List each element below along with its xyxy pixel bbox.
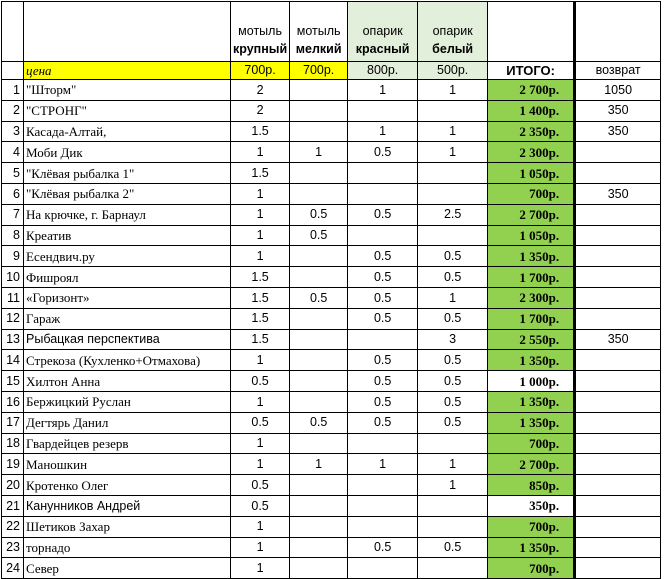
qty-oparik-white: 1 <box>418 80 488 101</box>
row-total: 2 700р. <box>488 454 575 475</box>
return-value <box>575 142 661 163</box>
table-row <box>2 537 661 558</box>
qty-motyl-large: 1 <box>231 516 290 537</box>
qty-oparik-red: 1 <box>348 121 418 142</box>
row-total: 2 300р. <box>488 142 575 163</box>
participant-name: Креатив <box>24 225 231 246</box>
participant-name: Север <box>24 558 231 579</box>
participant-name: Кротенко Олег <box>24 475 231 496</box>
qty-motyl-large: 1 <box>231 454 290 475</box>
return-value: 350 <box>575 183 661 204</box>
qty-motyl-small <box>290 100 348 121</box>
return-value <box>575 204 661 225</box>
row-number: 22 <box>2 516 24 537</box>
table-row <box>2 204 661 225</box>
row-number: 24 <box>2 558 24 579</box>
qty-oparik-white: 0.5 <box>418 350 488 371</box>
participant-name: Есендвич.ру <box>24 246 231 267</box>
qty-oparik-white: 3 <box>418 329 488 350</box>
row-total: 350р. <box>488 495 575 516</box>
participant-name: "Клёвая рыбалка 2" <box>24 183 231 204</box>
table-row <box>2 391 661 412</box>
qty-motyl-small <box>290 516 348 537</box>
row-number: 20 <box>2 475 24 496</box>
qty-motyl-small <box>290 350 348 371</box>
qty-oparik-white: 1 <box>418 287 488 308</box>
participant-name: Стрекоза (Кухленко+Отмахова) <box>24 350 231 371</box>
row-total: 1 350р. <box>488 412 575 433</box>
column-header-oparik-red <box>348 2 418 62</box>
qty-motyl-large: 1 <box>231 183 290 204</box>
return-value <box>575 516 661 537</box>
row-number: 13 <box>2 329 24 350</box>
table-row <box>2 308 661 329</box>
row-number: 3 <box>2 121 24 142</box>
row-total: 1 050р. <box>488 163 575 184</box>
table-row <box>2 287 661 308</box>
header-return-cell <box>575 2 661 62</box>
qty-motyl-small <box>290 121 348 142</box>
table-row <box>2 371 661 392</box>
qty-oparik-white <box>418 225 488 246</box>
qty-oparik-red: 0.5 <box>348 537 418 558</box>
qty-motyl-small <box>290 537 348 558</box>
table-row <box>2 246 661 267</box>
qty-oparik-red: 1 <box>348 80 418 101</box>
qty-motyl-small <box>290 267 348 288</box>
table-row <box>2 475 661 496</box>
table-row <box>2 433 661 454</box>
table-row <box>2 412 661 433</box>
return-value <box>575 433 661 454</box>
qty-motyl-large: 0.5 <box>231 495 290 516</box>
row-number: 4 <box>2 142 24 163</box>
table-row <box>2 267 661 288</box>
qty-motyl-large: 1 <box>231 391 290 412</box>
qty-motyl-small: 1 <box>290 454 348 475</box>
qty-oparik-red <box>348 433 418 454</box>
table-row <box>2 558 661 579</box>
row-total: 700р. <box>488 433 575 454</box>
row-total: 2 350р. <box>488 121 575 142</box>
row-total: 2 700р. <box>488 80 575 101</box>
qty-motyl-small <box>290 246 348 267</box>
participant-name: Гвардейцев резерв <box>24 433 231 454</box>
column-header-motyl-small <box>290 2 348 62</box>
return-value <box>575 246 661 267</box>
return-value: 350 <box>575 329 661 350</box>
qty-motyl-small <box>290 475 348 496</box>
qty-oparik-red <box>348 100 418 121</box>
price-row <box>2 62 661 80</box>
row-number: 5 <box>2 163 24 184</box>
qty-motyl-small <box>290 391 348 412</box>
return-value <box>575 475 661 496</box>
qty-motyl-large: 1 <box>231 537 290 558</box>
row-number: 8 <box>2 225 24 246</box>
qty-oparik-white: 0.5 <box>418 267 488 288</box>
row-number: 18 <box>2 433 24 454</box>
qty-oparik-red <box>348 475 418 496</box>
qty-oparik-red: 1 <box>348 454 418 475</box>
row-total: 1 350р. <box>488 350 575 371</box>
row-total: 1 400р. <box>488 100 575 121</box>
column-header-line1: опарик <box>432 24 473 38</box>
qty-motyl-small <box>290 183 348 204</box>
return-value <box>575 308 661 329</box>
qty-motyl-large: 0.5 <box>231 412 290 433</box>
qty-oparik-red: 0.5 <box>348 287 418 308</box>
return-value <box>575 391 661 412</box>
qty-motyl-large: 1.5 <box>231 163 290 184</box>
table-row <box>2 516 661 537</box>
qty-motyl-small <box>290 371 348 392</box>
return-value: 350 <box>575 121 661 142</box>
participant-name: Рыбацкая перспектива <box>24 329 231 350</box>
price-motyl-large: 700р. <box>231 62 290 80</box>
price-motyl-small: 700р. <box>290 62 348 80</box>
qty-oparik-red <box>348 558 418 579</box>
qty-oparik-white: 1 <box>418 475 488 496</box>
row-total: 1 700р. <box>488 308 575 329</box>
qty-motyl-large: 1 <box>231 246 290 267</box>
qty-motyl-small <box>290 80 348 101</box>
table-row <box>2 100 661 121</box>
qty-oparik-white <box>418 183 488 204</box>
column-header-line2: мелкий <box>295 42 342 56</box>
participant-name: Бержицкий Руслан <box>24 391 231 412</box>
qty-oparik-white: 2.5 <box>418 204 488 225</box>
qty-oparik-white <box>418 495 488 516</box>
participant-name: "Клёвая рыбалка 1" <box>24 163 231 184</box>
qty-motyl-small <box>290 433 348 454</box>
qty-oparik-red: 0.5 <box>348 204 418 225</box>
qty-oparik-white: 0.5 <box>418 412 488 433</box>
row-total: 700р. <box>488 516 575 537</box>
qty-motyl-large: 2 <box>231 80 290 101</box>
qty-oparik-white <box>418 100 488 121</box>
row-number: 15 <box>2 371 24 392</box>
column-header-line1: мотыль <box>238 24 282 38</box>
qty-oparik-red <box>348 163 418 184</box>
qty-oparik-red: 0.5 <box>348 350 418 371</box>
qty-motyl-small: 0.5 <box>290 287 348 308</box>
qty-oparik-red <box>348 329 418 350</box>
row-number: 10 <box>2 267 24 288</box>
table-row <box>2 121 661 142</box>
header-name-cell <box>24 2 231 62</box>
qty-motyl-large: 0.5 <box>231 475 290 496</box>
orders-table <box>1 1 661 579</box>
row-total: 2 700р. <box>488 204 575 225</box>
table-row <box>2 183 661 204</box>
participant-name: Дегтярь Данил <box>24 412 231 433</box>
price-oparik-white: 500р. <box>418 62 488 80</box>
return-value <box>575 558 661 579</box>
qty-oparik-white <box>418 516 488 537</box>
qty-oparik-red: 0.5 <box>348 308 418 329</box>
qty-oparik-white: 0.5 <box>418 537 488 558</box>
table-row <box>2 80 661 101</box>
qty-oparik-white: 1 <box>418 454 488 475</box>
participant-name: Маношкин <box>24 454 231 475</box>
participant-name: Хилтон Анна <box>24 371 231 392</box>
qty-motyl-small <box>290 495 348 516</box>
participant-name: Канунников Андрей <box>24 495 231 516</box>
table-row <box>2 329 661 350</box>
price-label: цена <box>24 62 231 80</box>
qty-oparik-red: 0.5 <box>348 142 418 163</box>
price-oparik-red: 800р. <box>348 62 418 80</box>
qty-motyl-large: 1 <box>231 350 290 371</box>
qty-oparik-red <box>348 225 418 246</box>
header-row <box>2 2 661 62</box>
qty-motyl-small <box>290 163 348 184</box>
row-total: 1 050р. <box>488 225 575 246</box>
qty-oparik-white <box>418 433 488 454</box>
participant-name: На крючке, г. Барнаул <box>24 204 231 225</box>
row-total: 1 700р. <box>488 267 575 288</box>
participant-name: "Шторм" <box>24 80 231 101</box>
qty-oparik-red <box>348 183 418 204</box>
qty-oparik-red <box>348 516 418 537</box>
qty-motyl-large: 0.5 <box>231 371 290 392</box>
row-number: 12 <box>2 308 24 329</box>
row-total: 700р. <box>488 183 575 204</box>
participant-name: Фишроял <box>24 267 231 288</box>
qty-oparik-white: 0.5 <box>418 391 488 412</box>
qty-motyl-small: 0.5 <box>290 225 348 246</box>
row-number: 6 <box>2 183 24 204</box>
participant-name: Шетиков Захар <box>24 516 231 537</box>
table-row <box>2 225 661 246</box>
table-row <box>2 163 661 184</box>
participant-name: торнадо <box>24 537 231 558</box>
participant-name: Гараж <box>24 308 231 329</box>
qty-motyl-large: 2 <box>231 100 290 121</box>
qty-oparik-white <box>418 163 488 184</box>
column-header-line2: белый <box>432 42 474 56</box>
qty-oparik-white: 1 <box>418 142 488 163</box>
row-total: 700р. <box>488 558 575 579</box>
qty-motyl-large: 1 <box>231 142 290 163</box>
qty-motyl-large: 1.5 <box>231 121 290 142</box>
qty-motyl-large: 1.5 <box>231 329 290 350</box>
row-number: 2 <box>2 100 24 121</box>
row-number: 19 <box>2 454 24 475</box>
qty-motyl-small: 1 <box>290 142 348 163</box>
row-total: 1 350р. <box>488 246 575 267</box>
column-header-motyl-large <box>231 2 290 62</box>
qty-motyl-large: 1.5 <box>231 308 290 329</box>
return-value <box>575 454 661 475</box>
return-value <box>575 287 661 308</box>
qty-oparik-white: 0.5 <box>418 246 488 267</box>
qty-motyl-large: 1 <box>231 225 290 246</box>
qty-oparik-red: 0.5 <box>348 371 418 392</box>
table-row <box>2 495 661 516</box>
total-header: ИТОГО: <box>488 62 575 80</box>
return-value <box>575 267 661 288</box>
row-number: 16 <box>2 391 24 412</box>
qty-oparik-white: 1 <box>418 121 488 142</box>
column-header-line2: крупный <box>233 42 288 56</box>
qty-motyl-small <box>290 308 348 329</box>
row-number: 14 <box>2 350 24 371</box>
header-corner-cell <box>2 2 24 62</box>
qty-oparik-red: 0.5 <box>348 246 418 267</box>
row-number: 23 <box>2 537 24 558</box>
row-number: 17 <box>2 412 24 433</box>
qty-oparik-red: 0.5 <box>348 391 418 412</box>
qty-oparik-white: 0.5 <box>418 371 488 392</box>
qty-oparik-red: 0.5 <box>348 412 418 433</box>
return-value <box>575 350 661 371</box>
return-value <box>575 537 661 558</box>
row-number: 1 <box>2 80 24 101</box>
row-total: 1 350р. <box>488 537 575 558</box>
table-row <box>2 454 661 475</box>
column-header-line1: опарик <box>362 24 403 38</box>
qty-oparik-red <box>348 495 418 516</box>
table-row <box>2 142 661 163</box>
row-total: 1 350р. <box>488 391 575 412</box>
row-total: 1 000р. <box>488 371 575 392</box>
qty-oparik-white <box>418 558 488 579</box>
qty-motyl-large: 1 <box>231 204 290 225</box>
qty-motyl-small: 0.5 <box>290 204 348 225</box>
return-value <box>575 163 661 184</box>
row-number: 9 <box>2 246 24 267</box>
return-value <box>575 495 661 516</box>
row-total: 2 550р. <box>488 329 575 350</box>
participant-name: «Горизонт» <box>24 287 231 308</box>
return-value: 1050 <box>575 80 661 101</box>
row-total: 2 300р. <box>488 287 575 308</box>
return-header: возврат <box>575 62 661 80</box>
row-number: 11 <box>2 287 24 308</box>
qty-motyl-small <box>290 329 348 350</box>
row-number: 21 <box>2 495 24 516</box>
column-header-line2: красный <box>355 42 410 56</box>
participant-name: Моби Дик <box>24 142 231 163</box>
row-number: 7 <box>2 204 24 225</box>
participant-name: "СТРОНГ" <box>24 100 231 121</box>
header-total-cell <box>488 2 575 62</box>
participant-name: Касада-Алтай, <box>24 121 231 142</box>
return-value: 350 <box>575 100 661 121</box>
qty-motyl-large: 1 <box>231 433 290 454</box>
return-value <box>575 412 661 433</box>
qty-motyl-large: 1.5 <box>231 267 290 288</box>
table-row <box>2 350 661 371</box>
return-value <box>575 371 661 392</box>
row-total: 850р. <box>488 475 575 496</box>
column-header-line1: мотыль <box>296 24 341 38</box>
return-value <box>575 225 661 246</box>
qty-motyl-large: 1 <box>231 558 290 579</box>
qty-oparik-red: 0.5 <box>348 267 418 288</box>
qty-oparik-white: 0.5 <box>418 308 488 329</box>
column-header-oparik-white <box>418 2 488 62</box>
price-row-number-cell <box>2 62 24 80</box>
qty-motyl-small: 0.5 <box>290 412 348 433</box>
qty-motyl-small <box>290 558 348 579</box>
qty-motyl-large: 1.5 <box>231 287 290 308</box>
